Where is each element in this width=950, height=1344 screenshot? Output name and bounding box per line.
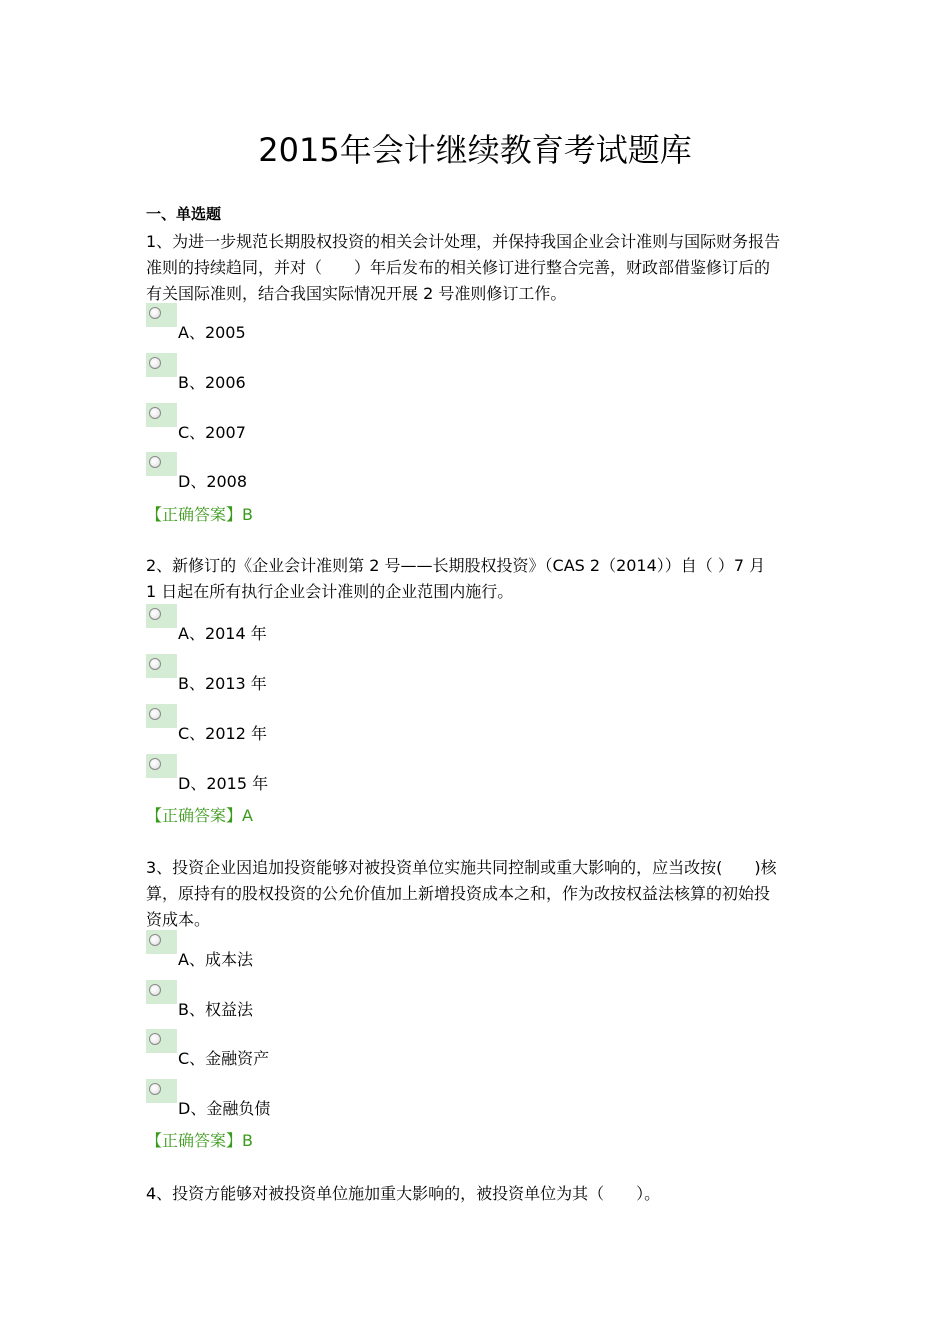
- option-label: C、金融资产: [178, 1049, 270, 1068]
- question-1-option-c[interactable]: [146, 403, 446, 453]
- question-1-line-1: 1、为进一步规范长期股权投资的相关会计处理，并保持我国企业会计准则与国际财务报告: [146, 232, 781, 251]
- option-label: A、成本法: [178, 950, 253, 969]
- question-1-option-d[interactable]: [146, 452, 446, 502]
- question-3-line-3: 资成本。: [146, 910, 211, 929]
- question-2-line-2: 1 日起在所有执行企业会计准则的企业范围内施行。: [146, 582, 514, 601]
- radio-button[interactable]: [146, 704, 177, 728]
- radio-icon: [149, 307, 161, 319]
- question-3-option-c[interactable]: [146, 1029, 446, 1079]
- option-label: C、2012 年: [178, 724, 267, 743]
- option-label: B、权益法: [178, 1000, 253, 1019]
- question-3-line-1: 3、投资企业因追加投资能够对被投资单位实施共同控制或重大影响的，应当改按( )核: [146, 858, 777, 877]
- radio-icon: [149, 758, 161, 770]
- question-3-option-b[interactable]: [146, 980, 446, 1030]
- radio-icon: [149, 934, 161, 946]
- section-heading: 一、单选题: [146, 205, 222, 223]
- question-2-option-d[interactable]: [146, 754, 446, 804]
- radio-icon: [149, 658, 161, 670]
- radio-button[interactable]: [146, 654, 177, 678]
- question-4-text: [146, 1181, 816, 1207]
- radio-button[interactable]: [146, 980, 177, 1004]
- radio-icon: [149, 1083, 161, 1095]
- radio-icon: [149, 456, 161, 468]
- question-1-line-3: 有关国际准则，结合我国实际情况开展 2 号准则修订工作。: [146, 284, 567, 303]
- radio-button[interactable]: [146, 1029, 177, 1053]
- question-1-text: [146, 229, 816, 307]
- radio-button[interactable]: [146, 604, 177, 628]
- radio-icon: [149, 608, 161, 620]
- radio-icon: [149, 407, 161, 419]
- radio-button[interactable]: [146, 1079, 177, 1103]
- option-label: D、2008: [178, 472, 248, 491]
- radio-icon: [149, 984, 161, 996]
- question-3-line-2: 算，原持有的股权投资的公允价值加上新增投资成本之和，作为改按权益法核算的初始投: [146, 884, 771, 903]
- radio-button[interactable]: [146, 754, 177, 778]
- option-label: B、2006: [178, 373, 246, 392]
- radio-icon: [149, 357, 161, 369]
- radio-icon: [149, 708, 161, 720]
- question-1-option-a[interactable]: [146, 303, 446, 353]
- radio-button[interactable]: [146, 353, 177, 377]
- question-3-text: [146, 855, 816, 933]
- question-3-answer: 【正确答案】B: [146, 1131, 253, 1150]
- option-label: D、金融负债: [178, 1099, 271, 1118]
- radio-button[interactable]: [146, 303, 177, 327]
- question-1-line-2: 准则的持续趋同，并对（ ）年后发布的相关修订进行整合完善，财政部借鉴修订后的: [146, 258, 771, 277]
- radio-icon: [149, 1033, 161, 1045]
- question-3-option-d[interactable]: [146, 1079, 446, 1129]
- question-2-answer: 【正确答案】A: [146, 806, 253, 825]
- question-4-line-1: 4、投资方能够对被投资单位施加重大影响的，被投资单位为其（ ）。: [146, 1184, 661, 1203]
- question-2-line-1: 2、新修订的《企业会计准则第 2 号——长期股权投资》（CAS 2（2014））自（ ）7 月: [146, 556, 766, 575]
- radio-button[interactable]: [146, 452, 177, 476]
- page-title: 2015年会计继续教育考试题库: [258, 131, 692, 169]
- radio-button[interactable]: [146, 403, 177, 427]
- question-2-option-c[interactable]: [146, 704, 446, 754]
- question-3-option-a[interactable]: [146, 930, 446, 980]
- question-1-answer: 【正确答案】B: [146, 505, 253, 524]
- question-1-option-b[interactable]: [146, 353, 446, 403]
- radio-button[interactable]: [146, 930, 177, 954]
- question-2-option-b[interactable]: [146, 654, 446, 704]
- option-label: A、2005: [178, 323, 246, 342]
- option-label: B、2013 年: [178, 674, 267, 693]
- question-2-text: [146, 553, 816, 605]
- option-label: A、2014 年: [178, 624, 267, 643]
- option-label: D、2015 年: [178, 774, 269, 793]
- option-label: C、2007: [178, 423, 246, 442]
- question-2-option-a[interactable]: [146, 604, 446, 654]
